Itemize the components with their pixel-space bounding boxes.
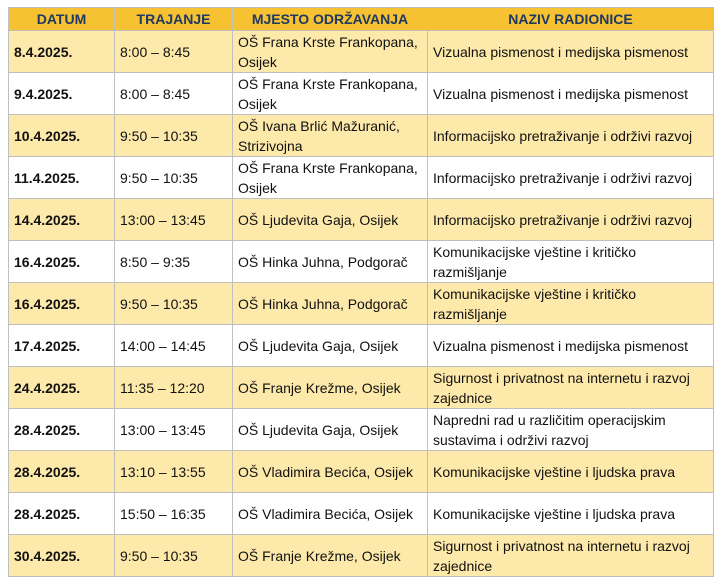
cell-naziv: Informacijsko pretraživanje i održivi razvoj — [428, 199, 714, 241]
cell-mjesto: OŠ Ljudevita Gaja, Osijek — [233, 325, 428, 367]
table-row — [9, 451, 714, 493]
cell-datum: 28.4.2025. — [9, 409, 115, 451]
header-naziv: NAZIV RADIONICE — [428, 8, 714, 31]
cell-trajanje: 9:50 – 10:35 — [115, 157, 233, 199]
cell-mjesto: OŠ Vladimira Becića, Osijek — [233, 451, 428, 493]
cell-mjesto: OŠ Hinka Juhna, Podgorač — [233, 241, 428, 283]
table-row — [9, 199, 714, 241]
cell-mjesto: OŠ Vladimira Becića, Osijek — [233, 493, 428, 535]
table-row — [9, 325, 714, 367]
cell-datum: 24.4.2025. — [9, 367, 115, 409]
cell-trajanje: 8:50 – 9:35 — [115, 241, 233, 283]
table-row — [9, 409, 714, 451]
cell-trajanje: 9:50 – 10:35 — [115, 535, 233, 577]
cell-mjesto: OŠ Frana Krste Frankopana, Osijek — [233, 31, 428, 73]
cell-naziv: Sigurnost i privatnost na internetu i razvoj zajednice — [428, 535, 714, 577]
table-row — [9, 115, 714, 157]
schedule-table-wrapper — [8, 7, 714, 577]
cell-naziv: Komunikacijske vještine i kritičko razmišljanje — [428, 241, 714, 283]
cell-naziv: Komunikacijske vještine i kritičko razmišljanje — [428, 283, 714, 325]
cell-trajanje: 13:00 – 13:45 — [115, 199, 233, 241]
header-trajanje: TRAJANJE — [115, 8, 233, 31]
table-header — [9, 8, 714, 31]
cell-mjesto: OŠ Hinka Juhna, Podgorač — [233, 283, 428, 325]
cell-trajanje: 13:10 – 13:55 — [115, 451, 233, 493]
cell-trajanje: 13:00 – 13:45 — [115, 409, 233, 451]
cell-datum: 10.4.2025. — [9, 115, 115, 157]
cell-datum: 16.4.2025. — [9, 241, 115, 283]
cell-trajanje: 9:50 – 10:35 — [115, 283, 233, 325]
cell-naziv: Vizualna pismenost i medijska pismenost — [428, 73, 714, 115]
cell-datum: 9.4.2025. — [9, 73, 115, 115]
cell-naziv: Napredni rad u različitim operacijskim sustavima i održivi razvoj — [428, 409, 714, 451]
cell-datum: 30.4.2025. — [9, 535, 115, 577]
cell-naziv: Vizualna pismenost i medijska pismenost — [428, 31, 714, 73]
table-row — [9, 157, 714, 199]
cell-datum: 28.4.2025. — [9, 451, 115, 493]
header-row — [9, 8, 714, 31]
cell-mjesto: OŠ Ljudevita Gaja, Osijek — [233, 199, 428, 241]
table-row — [9, 31, 714, 73]
cell-naziv: Informacijsko pretraživanje i održivi razvoj — [428, 157, 714, 199]
schedule-table — [8, 7, 714, 577]
cell-naziv: Komunikacijske vještine i ljudska prava — [428, 451, 714, 493]
table-row — [9, 535, 714, 577]
cell-datum: 28.4.2025. — [9, 493, 115, 535]
cell-trajanje: 11:35 – 12:20 — [115, 367, 233, 409]
table-row — [9, 367, 714, 409]
cell-mjesto: OŠ Ivana Brlić Mažuranić, Strizivojna — [233, 115, 428, 157]
cell-trajanje: 8:00 – 8:45 — [115, 73, 233, 115]
cell-naziv: Komunikacijske vještine i ljudska prava — [428, 493, 714, 535]
cell-naziv: Vizualna pismenost i medijska pismenost — [428, 325, 714, 367]
table-row — [9, 73, 714, 115]
table-row — [9, 283, 714, 325]
cell-trajanje: 8:00 – 8:45 — [115, 31, 233, 73]
cell-datum: 16.4.2025. — [9, 283, 115, 325]
cell-mjesto: OŠ Frana Krste Frankopana, Osijek — [233, 73, 428, 115]
header-mjesto: MJESTO ODRŽAVANJA — [233, 8, 428, 31]
cell-datum: 11.4.2025. — [9, 157, 115, 199]
cell-mjesto: OŠ Franje Krežme, Osijek — [233, 367, 428, 409]
cell-mjesto: OŠ Ljudevita Gaja, Osijek — [233, 409, 428, 451]
cell-trajanje: 9:50 – 10:35 — [115, 115, 233, 157]
cell-datum: 17.4.2025. — [9, 325, 115, 367]
cell-datum: 8.4.2025. — [9, 31, 115, 73]
cell-naziv: Informacijsko pretraživanje i održivi razvoj — [428, 115, 714, 157]
cell-mjesto: OŠ Frana Krste Frankopana, Osijek — [233, 157, 428, 199]
cell-trajanje: 14:00 – 14:45 — [115, 325, 233, 367]
table-row — [9, 493, 714, 535]
cell-datum: 14.4.2025. — [9, 199, 115, 241]
cell-mjesto: OŠ Franje Krežme, Osijek — [233, 535, 428, 577]
cell-trajanje: 15:50 – 16:35 — [115, 493, 233, 535]
table-row — [9, 241, 714, 283]
table-body — [9, 31, 714, 577]
header-datum: DATUM — [9, 8, 115, 31]
cell-naziv: Sigurnost i privatnost na internetu i razvoj zajednice — [428, 367, 714, 409]
